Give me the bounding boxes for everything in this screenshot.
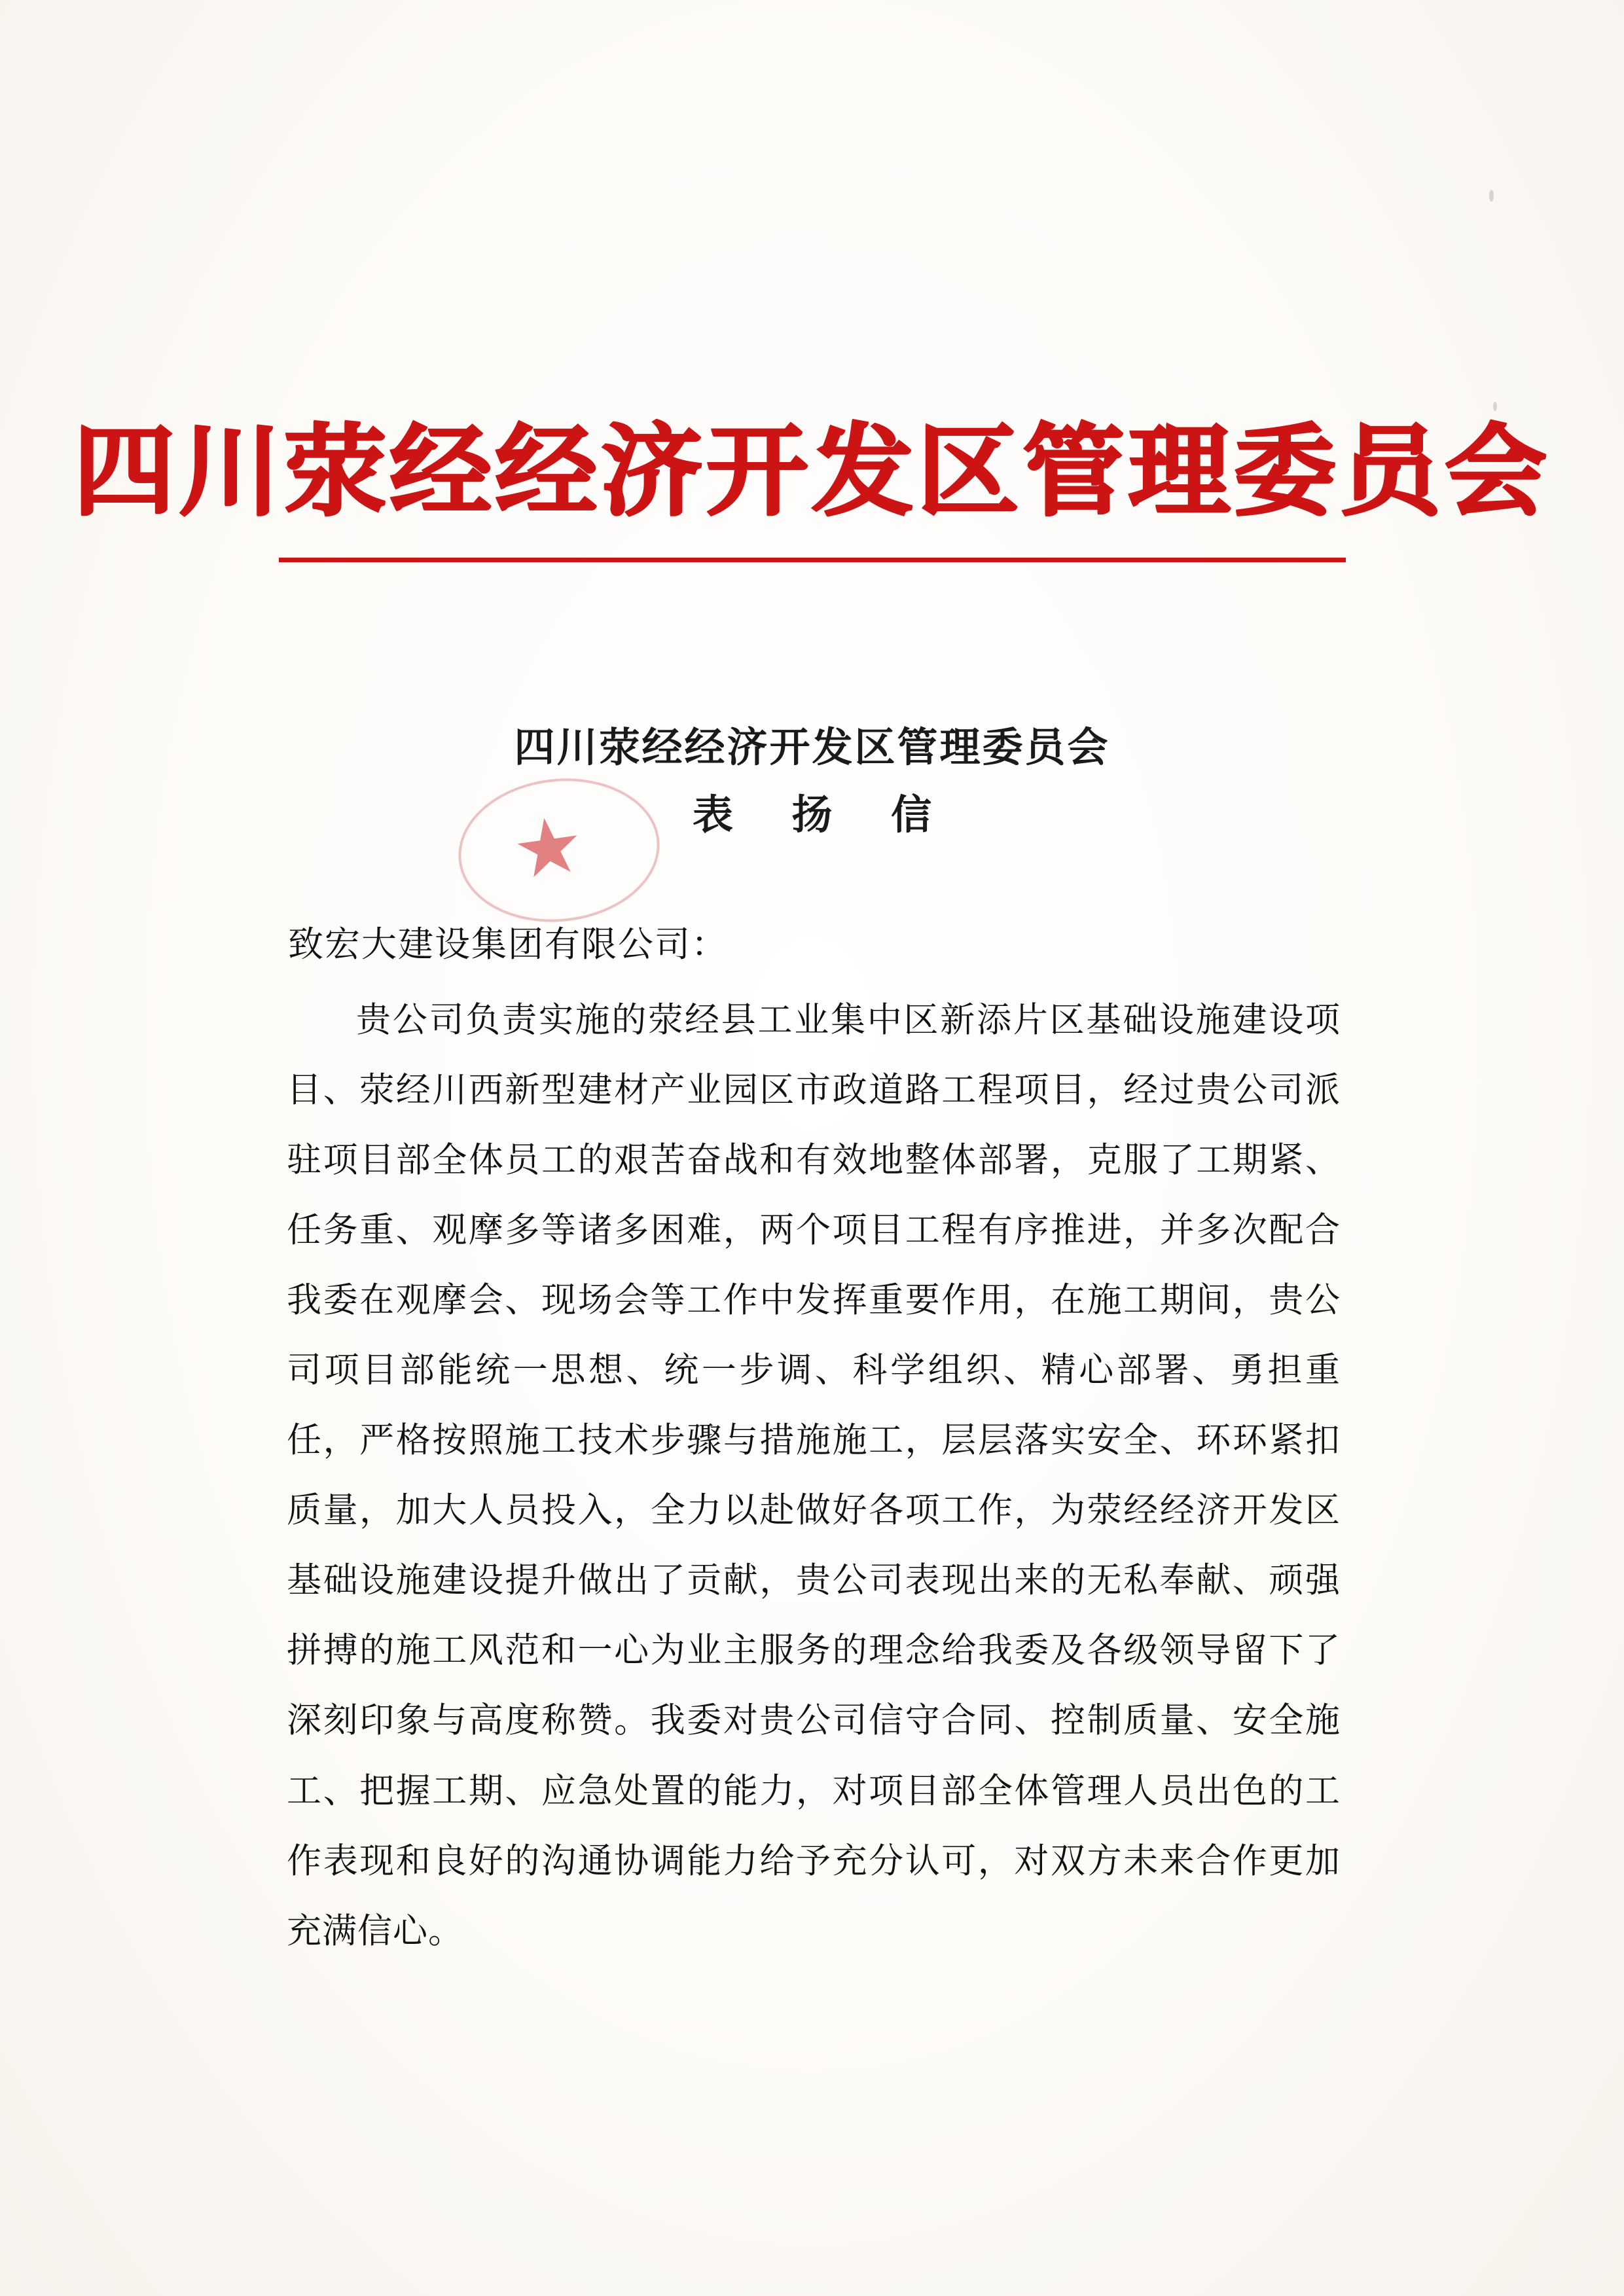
letterhead-divider [279, 558, 1346, 562]
document-title-block [0, 720, 1624, 844]
document-title-organization: 四川荥经经济开发区管理委员会 [514, 723, 1110, 771]
scan-speck [1489, 190, 1494, 202]
salutation: 致宏大建设集团有限公司： [288, 924, 728, 965]
letter-body-paragraph: 贵公司负责实施的荥经县工业集中区新添片区基础设施建设项目、荥经川西新型建材产业园区市政道路工程项目，经过贵公司派驻项目部全体员工的艰苦奋战和有效地整体部署，克服了工期紧、任务重、观摩多等诸多困难，两个项目工程有序推进，并多次配合我委在观摩会、现场会等工作中发挥重要作用，在施工期间，贵公司项目部能统一思想、统一步调、科学组织、精心部署、勇担重任，严格按照施工技术步骤与措施施工，层层落实安全、环环紧扣质量，加大人员投入，全力以赴做好各项工作，为荥经经济开发区基础设施建设提升做出了贡献，贵公司表现出来的无私奉献、顽强拼搏的施工风范和一心为业主服务的理念给我委及各级领导留下了深刻印象与高度称赞。我委对贵公司信守合同、控制质量、安全施工、把握工期、应急处置的能力，对项目部全体管理人员出色的工作表现和良好的沟通协调能力给予充分认可，对双方未来合作更加充满信心。 [287, 1000, 1341, 1951]
document-title-type: 表 扬 信 [692, 790, 954, 838]
scan-speck [1493, 402, 1497, 411]
letter-body [287, 985, 1341, 1966]
letterhead-organization-title: 四川荥经经济开发区管理委员会 [73, 412, 1551, 529]
letterhead [0, 412, 1624, 562]
red-star-icon: ★ [507, 798, 590, 898]
